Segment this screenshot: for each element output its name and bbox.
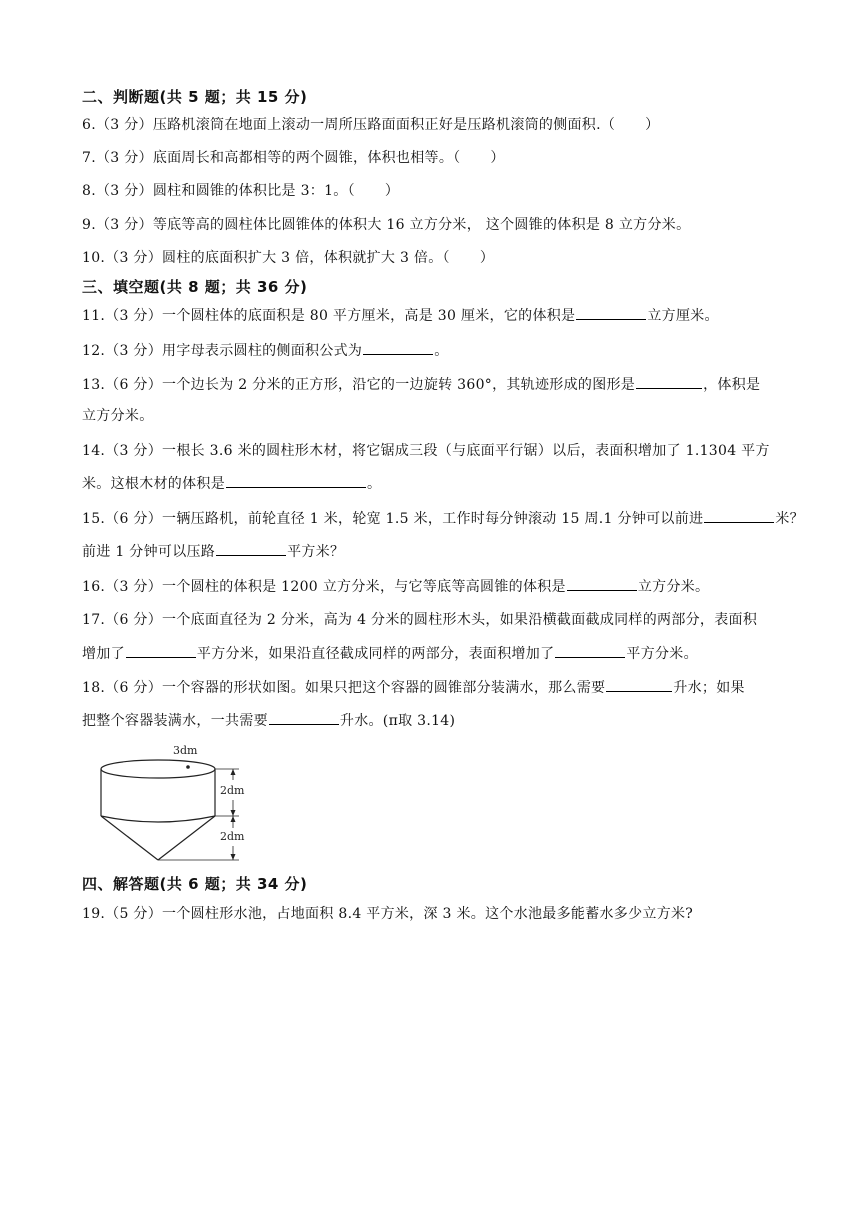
section-heading-solve: 四、解答题(共 6 题；共 34 分)	[82, 875, 308, 893]
question-9	[82, 214, 690, 234]
question-text-mid: 平方分米，如果沿直径截成同样的两部分，表面积增加了	[196, 646, 555, 662]
question-7	[82, 147, 505, 167]
question-18-continued	[82, 710, 455, 730]
answer-blank[interactable]	[216, 541, 286, 556]
arrow-up-icon	[231, 769, 236, 775]
question-text: 8.（3 分）圆柱和圆锥的体积比是 3：1。（	[82, 183, 355, 199]
question-text-tail: 。	[434, 343, 449, 359]
question-15	[82, 508, 804, 528]
question-text: 14.（3 分）一根长 3.6 米的圆柱形木材，将它锯成三段（与底面平行锯）以后，表面积增加了 1.1304 平方	[82, 443, 770, 459]
question-text: 19.（5 分）一个圆柱形水池，占地面积 8.4 平方米，深 3 米。这个水池最多能蓄水多少立方米?	[82, 906, 694, 922]
paren-close: ）	[645, 117, 660, 133]
answer-blank[interactable]	[636, 374, 702, 389]
question-text-tail: 立方分米。	[637, 579, 710, 595]
question-text-tail: 升水。(π取 3.14)	[339, 713, 456, 729]
question-text: 16.（3 分）一个圆柱的体积是 1200 立方分米，与它等底等高圆锥的体积是	[82, 579, 566, 595]
question-17	[82, 609, 757, 629]
arrow-down-icon	[231, 810, 236, 816]
section-heading-true-false: 二、判断题(共 5 题；共 15 分)	[82, 88, 308, 106]
question-text-tail: 立方厘米。	[647, 308, 719, 324]
question-13-continued	[82, 405, 154, 425]
question-text-mid: 米。这根木材的体积是	[82, 476, 225, 492]
diameter-label: 3dm	[173, 744, 198, 757]
question-text-mid: 增加了	[82, 646, 125, 662]
answer-blank[interactable]	[576, 305, 646, 320]
question-17-continued	[82, 643, 698, 663]
question-text-tail: 平方分米。	[626, 646, 698, 662]
question-text: 10.（3 分）圆柱的底面积扩大 3 倍，体积就扩大 3 倍。（	[82, 250, 450, 266]
question-12	[82, 340, 449, 360]
question-text: 9.（3 分）等底等高的圆柱体比圆锥体的体积大 16 立方分米， 这个圆锥的体积是 8 立方分米。	[82, 217, 691, 233]
question-18	[82, 677, 745, 697]
question-14-continued	[82, 473, 381, 493]
container-figure	[96, 742, 266, 864]
question-text-mid: 前进 1 分钟可以压路	[82, 544, 216, 560]
cylinder-top-ellipse	[101, 760, 215, 778]
question-text-tail: 立方分米。	[82, 408, 154, 424]
section-heading-fill-blank: 三、填空题(共 8 题；共 36 分)	[82, 278, 308, 296]
question-text: 15.（6 分）一辆压路机，前轮直径 1 米，轮宽 1.5 米，工作时每分钟滚动 15 周.1 分钟可以前进	[82, 511, 704, 527]
question-10	[82, 247, 494, 267]
paren-close: ）	[479, 250, 495, 266]
question-text-mid: 升水；如果	[673, 680, 745, 696]
center-dot	[186, 765, 190, 769]
question-16	[82, 576, 709, 596]
cone-left-side	[101, 816, 158, 860]
question-text: 18.（6 分）一个容器的形状如图。如果只把这个容器的圆锥部分装满水，那么需要	[82, 680, 606, 696]
question-text-mid: 把整个容器装满水，一共需要	[82, 713, 268, 729]
answer-blank[interactable]	[126, 643, 196, 658]
answer-blank[interactable]	[363, 340, 433, 355]
question-11	[82, 305, 719, 325]
answer-blank[interactable]	[269, 710, 339, 725]
question-15-continued	[82, 541, 344, 561]
question-text: 6.（3 分）压路机滚筒在地面上滚动一周所压路面面积正好是压路机滚筒的侧面积.（	[82, 117, 616, 133]
answer-blank[interactable]	[226, 473, 366, 488]
question-text-mid: 米？	[775, 511, 804, 527]
question-text: 13.（6 分）一个边长为 2 分米的正方形，沿它的一边旋转 360°，其轨迹形成的图形是	[82, 377, 636, 393]
question-8	[82, 180, 399, 200]
cylinder-height-label: 2dm	[220, 784, 245, 797]
question-text: 17.（6 分）一个底面直径为 2 分米，高为 4 分米的圆柱形木头，如果沿横截面截成同样的两部分，表面积	[82, 612, 758, 628]
question-text: 11.（3 分）一个圆柱体的底面积是 80 平方厘米，高是 30 厘米，它的体积是	[82, 308, 576, 324]
answer-blank[interactable]	[606, 677, 672, 692]
question-text: 12.（3 分）用字母表示圆柱的侧面积公式为	[82, 343, 363, 359]
question-14	[82, 440, 770, 460]
cylinder-bottom-arc	[101, 816, 215, 822]
answer-blank[interactable]	[555, 643, 625, 658]
arrow-down-icon	[231, 854, 236, 860]
question-19	[82, 903, 693, 923]
arrow-up-icon	[231, 816, 236, 822]
paren-close: ）	[384, 183, 400, 199]
question-text-mid: ，体积是	[703, 377, 761, 393]
question-6	[82, 114, 659, 134]
answer-blank[interactable]	[704, 508, 774, 523]
question-text-tail: 。	[367, 476, 382, 492]
question-text-tail: 平方米？	[287, 544, 345, 560]
cone-right-side	[158, 816, 215, 860]
question-13	[82, 374, 760, 394]
cone-height-label: 2dm	[220, 830, 245, 843]
paren-close: ）	[490, 150, 505, 166]
question-text: 7.（3 分）底面周长和高都相等的两个圆锥，体积也相等。（	[82, 150, 461, 166]
answer-blank[interactable]	[567, 576, 637, 591]
